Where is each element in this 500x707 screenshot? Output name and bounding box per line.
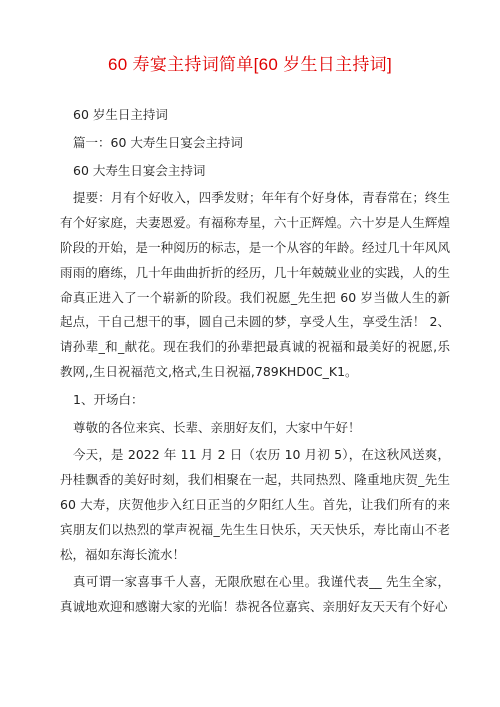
paragraph-welcome: 真可谓一家喜事千人喜，无限欣慰在心里。我谨代表__ 先生全家，真诚地欢迎和感谢大家的光临！恭祝各位嘉宾、亲朋好友天天有个好心 [60, 574, 450, 615]
paragraph-today: 今天，是 2022 年 11 月 2 日（农历 10 月初 5），在这秋风送爽，丹桂飘香的美好时刻，我们相聚在一起，共同热烈、隆重地庆贺_先生 60 大寿，庆贺他步入红日正当的夕阳红人生。首先，让我们所有的来宾朋友们以热烈的掌声祝福_先生生日快乐，天天快乐，寿比南山不老松，福如东海长流水！ [60, 447, 450, 562]
paragraph-subtitle: 60 大寿生日宴会主持词 [73, 162, 206, 178]
paragraph-summary: 提要：月有个好收入，四季发财；年年有个好身体，青春常在；终生有个好家庭，夫妻恩爱。有福称寿星，六十正辉煌。六十岁是人生辉煌阶段的开始，是一种阅历的标志，是一个从容的年龄。经过几十年风风雨雨的磨练，几十年曲曲折折的经历，几十年兢兢业业的实践，人的生命真正进入了一个崭新的阶段。我们祝愿_先生把 60 岁当做人生的新起点，干自己想干的事，圆自己未圆的梦，享受人生，享受生活！ 2、请孙辈_和_献花。现在我们的孙辈把最真诚的祝福和最美好的祝愿,乐教网,,生日祝福范文,格式,生日祝福,789KHD0C_K1。 [60, 190, 450, 379]
document-title: 60 寿宴主持词简单[60 岁生日主持词] [107, 55, 392, 74]
paragraph-greeting: 尊敬的各位来宾、长辈、亲朋好友们，大家中午好！ [73, 419, 361, 435]
paragraph-heading: 60 岁生日主持词 [73, 107, 168, 122]
paragraph-section-opening: 1、开场白： [73, 391, 144, 407]
document-body [60, 103, 450, 620]
paragraph-chapter: 篇一：60 大寿生日宴会主持词 [73, 134, 243, 150]
